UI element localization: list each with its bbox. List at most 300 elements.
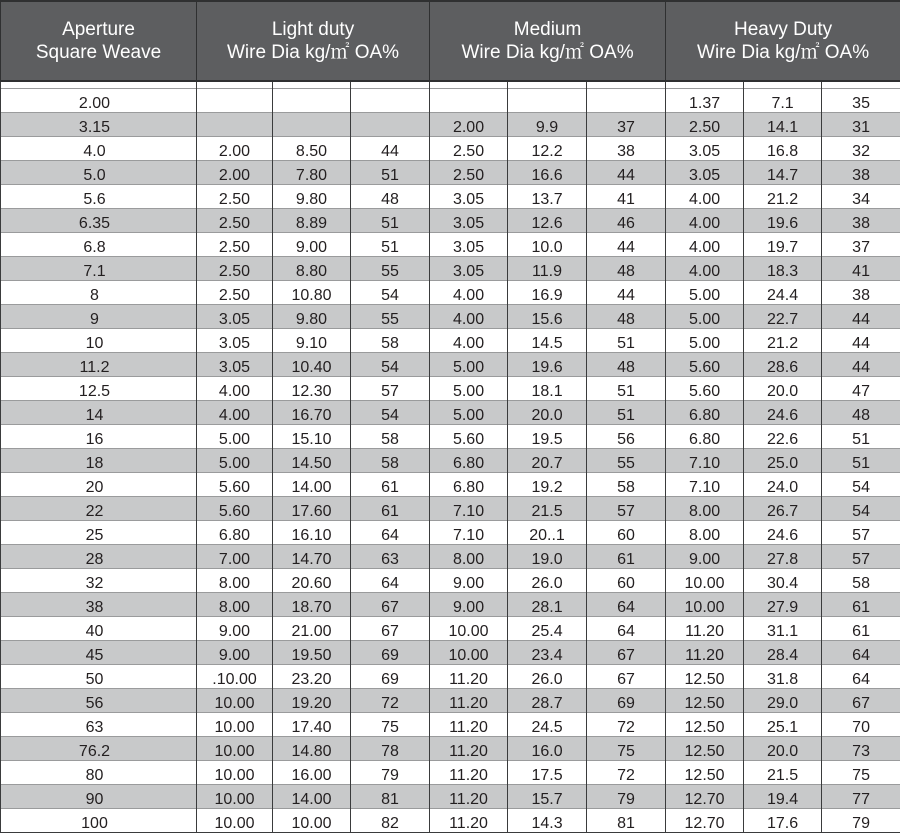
light-oa-cell: 81	[351, 785, 430, 809]
medium-kg-cell: 20.0	[508, 401, 587, 425]
light-kg-cell: 21.00	[273, 617, 351, 641]
light-kg-cell: 18.70	[273, 593, 351, 617]
heavy-oa-cell: 54	[822, 497, 900, 521]
light-wire-dia-cell	[197, 89, 273, 113]
medium-kg-cell: 25.4	[508, 617, 587, 641]
heavy-oa-cell: 54	[822, 473, 900, 497]
heavy-oa-cell: 31	[822, 113, 900, 137]
light-kg-cell: 9.80	[273, 185, 351, 209]
light-oa-cell: 51	[351, 161, 430, 185]
header-light-line2: Wire Dia kg/㎡ OA%	[226, 42, 400, 63]
table-row	[1, 137, 900, 161]
heavy-kg-cell: 19.4	[744, 785, 822, 809]
medium-oa-cell: 58	[587, 473, 666, 497]
aperture-cell: 100	[1, 809, 197, 833]
medium-kg-cell	[508, 89, 587, 113]
medium-kg-cell: 14.5	[508, 329, 587, 353]
light-wire-dia-cell: 9.00	[197, 617, 273, 641]
heavy-kg-cell: 28.4	[744, 641, 822, 665]
medium-kg-cell: 19.2	[508, 473, 587, 497]
heavy-kg-cell: 27.8	[744, 545, 822, 569]
heavy-oa-cell: 44	[822, 305, 900, 329]
heavy-kg-cell: 18.3	[744, 257, 822, 281]
aperture-cell: 2.00	[1, 89, 197, 113]
heavy-wire-dia-cell: 6.80	[666, 401, 744, 425]
medium-oa-cell: 56	[587, 425, 666, 449]
light-wire-dia-cell: 8.00	[197, 593, 273, 617]
light-kg-cell: 14.00	[273, 785, 351, 809]
aperture-cell: 7.1	[1, 257, 197, 281]
heavy-kg-cell: 31.8	[744, 665, 822, 689]
light-oa-cell: 48	[351, 185, 430, 209]
light-wire-dia-cell: .10.00	[197, 665, 273, 689]
aperture-cell: 45	[1, 641, 197, 665]
light-wire-dia-cell: 3.05	[197, 305, 273, 329]
heavy-wire-dia-cell: 12.70	[666, 809, 744, 833]
heavy-oa-cell: 61	[822, 617, 900, 641]
medium-wire-dia-cell: 4.00	[430, 329, 508, 353]
light-wire-dia-cell: 2.00	[197, 137, 273, 161]
light-wire-dia-cell: 5.00	[197, 449, 273, 473]
light-oa-cell: 78	[351, 737, 430, 761]
table-row	[1, 161, 900, 185]
medium-wire-dia-cell: 5.60	[430, 425, 508, 449]
heavy-wire-dia-cell: 1.37	[666, 89, 744, 113]
light-wire-dia-cell: 10.00	[197, 785, 273, 809]
light-wire-dia-cell	[197, 113, 273, 137]
medium-kg-cell: 19.6	[508, 353, 587, 377]
medium-kg-cell: 9.9	[508, 113, 587, 137]
medium-kg-cell: 16.9	[508, 281, 587, 305]
medium-wire-dia-cell: 10.00	[430, 641, 508, 665]
heavy-oa-cell: 79	[822, 809, 900, 833]
light-wire-dia-cell: 2.50	[197, 233, 273, 257]
light-wire-dia-cell: 9.00	[197, 641, 273, 665]
light-oa-cell: 75	[351, 713, 430, 737]
medium-oa-cell: 37	[587, 113, 666, 137]
light-kg-cell: 7.80	[273, 161, 351, 185]
medium-kg-cell: 14.3	[508, 809, 587, 833]
light-kg-cell: 10.80	[273, 281, 351, 305]
heavy-wire-dia-cell: 12.50	[666, 761, 744, 785]
light-kg-cell: 14.50	[273, 449, 351, 473]
heavy-wire-dia-cell: 5.00	[666, 281, 744, 305]
medium-wire-dia-cell: 11.20	[430, 713, 508, 737]
light-oa-cell: 51	[351, 233, 430, 257]
heavy-kg-cell: 24.0	[744, 473, 822, 497]
heavy-wire-dia-cell: 10.00	[666, 593, 744, 617]
light-kg-cell: 16.00	[273, 761, 351, 785]
medium-kg-cell: 17.5	[508, 761, 587, 785]
light-oa-cell: 58	[351, 329, 430, 353]
light-kg-cell: 17.60	[273, 497, 351, 521]
heavy-oa-cell: 48	[822, 401, 900, 425]
table-row	[1, 569, 900, 593]
light-kg-cell: 14.70	[273, 545, 351, 569]
medium-kg-cell: 12.2	[508, 137, 587, 161]
medium-kg-cell: 20.7	[508, 449, 587, 473]
heavy-oa-cell: 70	[822, 713, 900, 737]
light-oa-cell: 67	[351, 593, 430, 617]
aperture-cell: 32	[1, 569, 197, 593]
light-wire-dia-cell: 4.00	[197, 377, 273, 401]
medium-wire-dia-cell: 2.50	[430, 137, 508, 161]
light-wire-dia-cell: 5.00	[197, 425, 273, 449]
medium-oa-cell: 72	[587, 761, 666, 785]
heavy-oa-cell: 38	[822, 161, 900, 185]
table-row	[1, 785, 900, 809]
medium-wire-dia-cell: 3.05	[430, 233, 508, 257]
medium-wire-dia-cell: 11.20	[430, 737, 508, 761]
aperture-cell: 6.8	[1, 233, 197, 257]
medium-oa-cell: 48	[587, 305, 666, 329]
medium-wire-dia-cell: 3.05	[430, 257, 508, 281]
table-row	[1, 545, 900, 569]
aperture-cell: 22	[1, 497, 197, 521]
medium-oa-cell: 79	[587, 785, 666, 809]
header-medium-line1: Medium	[513, 19, 582, 40]
heavy-kg-cell: 24.4	[744, 281, 822, 305]
medium-oa-cell: 51	[587, 401, 666, 425]
heavy-kg-cell: 19.6	[744, 209, 822, 233]
light-wire-dia-cell: 7.00	[197, 545, 273, 569]
medium-kg-cell: 18.1	[508, 377, 587, 401]
aperture-cell: 5.0	[1, 161, 197, 185]
light-oa-cell	[351, 113, 430, 137]
medium-wire-dia-cell: 4.00	[430, 281, 508, 305]
light-kg-cell: 8.89	[273, 209, 351, 233]
light-wire-dia-cell: 10.00	[197, 713, 273, 737]
table-row	[1, 761, 900, 785]
heavy-wire-dia-cell: 4.00	[666, 185, 744, 209]
medium-oa-cell	[587, 89, 666, 113]
light-kg-cell: 9.80	[273, 305, 351, 329]
heavy-wire-dia-cell: 6.80	[666, 425, 744, 449]
light-kg-cell: 19.20	[273, 689, 351, 713]
light-oa-cell: 79	[351, 761, 430, 785]
aperture-cell: 56	[1, 689, 197, 713]
heavy-wire-dia-cell: 12.70	[666, 785, 744, 809]
heavy-kg-cell: 25.1	[744, 713, 822, 737]
table-row	[1, 497, 900, 521]
table-header	[1, 1, 900, 81]
light-kg-cell: 20.60	[273, 569, 351, 593]
medium-kg-cell: 16.0	[508, 737, 587, 761]
light-wire-dia-cell: 3.05	[197, 353, 273, 377]
heavy-oa-cell: 41	[822, 257, 900, 281]
heavy-kg-cell: 25.0	[744, 449, 822, 473]
table-row	[1, 425, 900, 449]
light-kg-cell: 9.00	[273, 233, 351, 257]
table-row	[1, 185, 900, 209]
heavy-wire-dia-cell: 11.20	[666, 617, 744, 641]
aperture-cell: 40	[1, 617, 197, 641]
heavy-kg-cell: 30.4	[744, 569, 822, 593]
table-row	[1, 473, 900, 497]
heavy-oa-cell: 64	[822, 665, 900, 689]
heavy-wire-dia-cell: 4.00	[666, 209, 744, 233]
light-oa-cell: 64	[351, 569, 430, 593]
medium-kg-cell: 24.5	[508, 713, 587, 737]
heavy-kg-cell: 24.6	[744, 401, 822, 425]
heavy-wire-dia-cell: 7.10	[666, 449, 744, 473]
light-kg-cell: 15.10	[273, 425, 351, 449]
header-heavy-duty	[666, 1, 900, 81]
heavy-kg-cell: 22.6	[744, 425, 822, 449]
medium-oa-cell: 75	[587, 737, 666, 761]
light-oa-cell: 61	[351, 473, 430, 497]
light-oa-cell: 82	[351, 809, 430, 833]
heavy-oa-cell: 51	[822, 449, 900, 473]
light-wire-dia-cell: 10.00	[197, 689, 273, 713]
light-kg-cell: 8.80	[273, 257, 351, 281]
light-wire-dia-cell: 2.50	[197, 185, 273, 209]
heavy-wire-dia-cell: 7.10	[666, 473, 744, 497]
light-kg-cell: 12.30	[273, 377, 351, 401]
heavy-wire-dia-cell: 12.50	[666, 689, 744, 713]
light-wire-dia-cell: 5.60	[197, 473, 273, 497]
light-oa-cell: 67	[351, 617, 430, 641]
heavy-oa-cell: 34	[822, 185, 900, 209]
medium-kg-cell: 21.5	[508, 497, 587, 521]
heavy-wire-dia-cell: 5.00	[666, 329, 744, 353]
heavy-wire-dia-cell: 5.60	[666, 353, 744, 377]
medium-oa-cell: 67	[587, 665, 666, 689]
medium-oa-cell: 51	[587, 329, 666, 353]
light-wire-dia-cell: 2.00	[197, 161, 273, 185]
medium-kg-cell: 19.5	[508, 425, 587, 449]
light-oa-cell: 69	[351, 641, 430, 665]
table-row	[1, 257, 900, 281]
table-row	[1, 521, 900, 545]
heavy-wire-dia-cell: 5.00	[666, 305, 744, 329]
light-kg-cell: 8.50	[273, 137, 351, 161]
medium-oa-cell: 72	[587, 713, 666, 737]
medium-oa-cell: 38	[587, 137, 666, 161]
heavy-wire-dia-cell: 12.50	[666, 713, 744, 737]
light-oa-cell: 57	[351, 377, 430, 401]
heavy-oa-cell: 58	[822, 569, 900, 593]
medium-wire-dia-cell: 5.00	[430, 353, 508, 377]
light-kg-cell: 14.00	[273, 473, 351, 497]
heavy-oa-cell: 38	[822, 281, 900, 305]
header-aperture-line2: Square Weave	[35, 42, 162, 63]
medium-oa-cell: 60	[587, 569, 666, 593]
medium-wire-dia-cell: 9.00	[430, 569, 508, 593]
heavy-oa-cell: 73	[822, 737, 900, 761]
heavy-oa-cell: 38	[822, 209, 900, 233]
medium-wire-dia-cell: 10.00	[430, 617, 508, 641]
medium-kg-cell: 13.7	[508, 185, 587, 209]
light-wire-dia-cell: 10.00	[197, 761, 273, 785]
aperture-cell: 10	[1, 329, 197, 353]
medium-wire-dia-cell: 6.80	[430, 449, 508, 473]
light-wire-dia-cell: 10.00	[197, 809, 273, 833]
medium-wire-dia-cell: 11.20	[430, 761, 508, 785]
light-oa-cell: 44	[351, 137, 430, 161]
light-wire-dia-cell: 2.50	[197, 257, 273, 281]
heavy-wire-dia-cell: 12.50	[666, 665, 744, 689]
medium-oa-cell: 64	[587, 617, 666, 641]
light-kg-cell: 23.20	[273, 665, 351, 689]
header-heavy-line2: Wire Dia kg/㎡ OA%	[697, 42, 870, 63]
heavy-wire-dia-cell: 8.00	[666, 497, 744, 521]
medium-oa-cell: 57	[587, 497, 666, 521]
medium-wire-dia-cell	[430, 89, 508, 113]
table-row	[1, 593, 900, 617]
light-oa-cell: 64	[351, 521, 430, 545]
header-medium-line2: Wire Dia kg/㎡ OA%	[461, 42, 634, 63]
aperture-cell: 12.5	[1, 377, 197, 401]
heavy-wire-dia-cell: 3.05	[666, 137, 744, 161]
medium-wire-dia-cell: 5.00	[430, 401, 508, 425]
light-oa-cell: 51	[351, 209, 430, 233]
table-body	[1, 81, 900, 833]
medium-oa-cell: 44	[587, 161, 666, 185]
heavy-oa-cell: 57	[822, 521, 900, 545]
table-row	[1, 209, 900, 233]
heavy-wire-dia-cell: 11.20	[666, 641, 744, 665]
light-wire-dia-cell: 2.50	[197, 209, 273, 233]
medium-wire-dia-cell: 9.00	[430, 593, 508, 617]
header-medium	[430, 1, 666, 81]
medium-oa-cell: 69	[587, 689, 666, 713]
aperture-cell: 38	[1, 593, 197, 617]
header-light-duty	[197, 1, 430, 81]
light-oa-cell	[351, 89, 430, 113]
medium-kg-cell: 28.1	[508, 593, 587, 617]
heavy-oa-cell: 77	[822, 785, 900, 809]
table-row	[1, 641, 900, 665]
medium-kg-cell: 20..1	[508, 521, 587, 545]
light-oa-cell: 69	[351, 665, 430, 689]
heavy-kg-cell: 29.0	[744, 689, 822, 713]
medium-wire-dia-cell: 6.80	[430, 473, 508, 497]
table-row	[1, 737, 900, 761]
heavy-oa-cell: 57	[822, 545, 900, 569]
heavy-wire-dia-cell: 4.00	[666, 257, 744, 281]
medium-oa-cell: 61	[587, 545, 666, 569]
table-row	[1, 665, 900, 689]
medium-wire-dia-cell: 8.00	[430, 545, 508, 569]
header-aperture-line1: Aperture	[62, 19, 135, 40]
table-row	[1, 305, 900, 329]
medium-wire-dia-cell: 7.10	[430, 497, 508, 521]
medium-kg-cell: 12.6	[508, 209, 587, 233]
heavy-oa-cell: 64	[822, 641, 900, 665]
medium-kg-cell: 26.0	[508, 569, 587, 593]
medium-wire-dia-cell: 11.20	[430, 665, 508, 689]
medium-oa-cell: 48	[587, 257, 666, 281]
heavy-kg-cell: 16.8	[744, 137, 822, 161]
light-wire-dia-cell: 5.60	[197, 497, 273, 521]
medium-oa-cell: 44	[587, 233, 666, 257]
aperture-cell: 14	[1, 401, 197, 425]
medium-kg-cell: 26.0	[508, 665, 587, 689]
heavy-wire-dia-cell: 12.50	[666, 737, 744, 761]
light-wire-dia-cell: 4.00	[197, 401, 273, 425]
medium-kg-cell: 15.6	[508, 305, 587, 329]
heavy-kg-cell: 21.2	[744, 185, 822, 209]
medium-wire-dia-cell: 11.20	[430, 785, 508, 809]
table-row	[1, 233, 900, 257]
heavy-oa-cell: 67	[822, 689, 900, 713]
heavy-oa-cell: 35	[822, 89, 900, 113]
header-spacer-row	[1, 81, 900, 89]
heavy-wire-dia-cell: 5.60	[666, 377, 744, 401]
medium-kg-cell: 11.9	[508, 257, 587, 281]
medium-kg-cell: 16.6	[508, 161, 587, 185]
light-kg-cell: 17.40	[273, 713, 351, 737]
table-row	[1, 617, 900, 641]
aperture-cell: 4.0	[1, 137, 197, 161]
medium-wire-dia-cell: 4.00	[430, 305, 508, 329]
heavy-oa-cell: 32	[822, 137, 900, 161]
heavy-kg-cell: 21.5	[744, 761, 822, 785]
medium-oa-cell: 44	[587, 281, 666, 305]
medium-oa-cell: 41	[587, 185, 666, 209]
table-row	[1, 281, 900, 305]
medium-oa-cell: 46	[587, 209, 666, 233]
heavy-oa-cell: 61	[822, 593, 900, 617]
medium-wire-dia-cell: 3.05	[430, 209, 508, 233]
heavy-oa-cell: 44	[822, 353, 900, 377]
header-light-line1: Light duty	[271, 19, 355, 40]
heavy-kg-cell: 20.0	[744, 377, 822, 401]
heavy-wire-dia-cell: 2.50	[666, 113, 744, 137]
aperture-cell: 9	[1, 305, 197, 329]
medium-wire-dia-cell: 7.10	[430, 521, 508, 545]
heavy-oa-cell: 75	[822, 761, 900, 785]
light-kg-cell: 16.70	[273, 401, 351, 425]
heavy-kg-cell: 27.9	[744, 593, 822, 617]
heavy-wire-dia-cell: 3.05	[666, 161, 744, 185]
heavy-kg-cell: 7.1	[744, 89, 822, 113]
aperture-cell: 3.15	[1, 113, 197, 137]
light-oa-cell: 63	[351, 545, 430, 569]
light-kg-cell	[273, 113, 351, 137]
medium-oa-cell: 55	[587, 449, 666, 473]
light-kg-cell: 16.10	[273, 521, 351, 545]
medium-oa-cell: 51	[587, 377, 666, 401]
aperture-cell: 90	[1, 785, 197, 809]
medium-wire-dia-cell: 2.50	[430, 161, 508, 185]
light-oa-cell: 55	[351, 305, 430, 329]
heavy-wire-dia-cell: 10.00	[666, 569, 744, 593]
aperture-cell: 5.6	[1, 185, 197, 209]
medium-oa-cell: 67	[587, 641, 666, 665]
medium-kg-cell: 10.0	[508, 233, 587, 257]
aperture-cell: 80	[1, 761, 197, 785]
medium-wire-dia-cell: 11.20	[430, 689, 508, 713]
aperture-cell: 16	[1, 425, 197, 449]
aperture-cell: 8	[1, 281, 197, 305]
light-kg-cell: 10.00	[273, 809, 351, 833]
light-kg-cell: 9.10	[273, 329, 351, 353]
heavy-wire-dia-cell: 4.00	[666, 233, 744, 257]
light-wire-dia-cell: 2.50	[197, 281, 273, 305]
aperture-cell: 28	[1, 545, 197, 569]
heavy-kg-cell: 14.1	[744, 113, 822, 137]
table-row	[1, 89, 900, 113]
heavy-wire-dia-cell: 9.00	[666, 545, 744, 569]
light-oa-cell: 55	[351, 257, 430, 281]
medium-oa-cell: 81	[587, 809, 666, 833]
light-wire-dia-cell: 8.00	[197, 569, 273, 593]
heavy-kg-cell: 19.7	[744, 233, 822, 257]
heavy-oa-cell: 37	[822, 233, 900, 257]
heavy-kg-cell: 31.1	[744, 617, 822, 641]
